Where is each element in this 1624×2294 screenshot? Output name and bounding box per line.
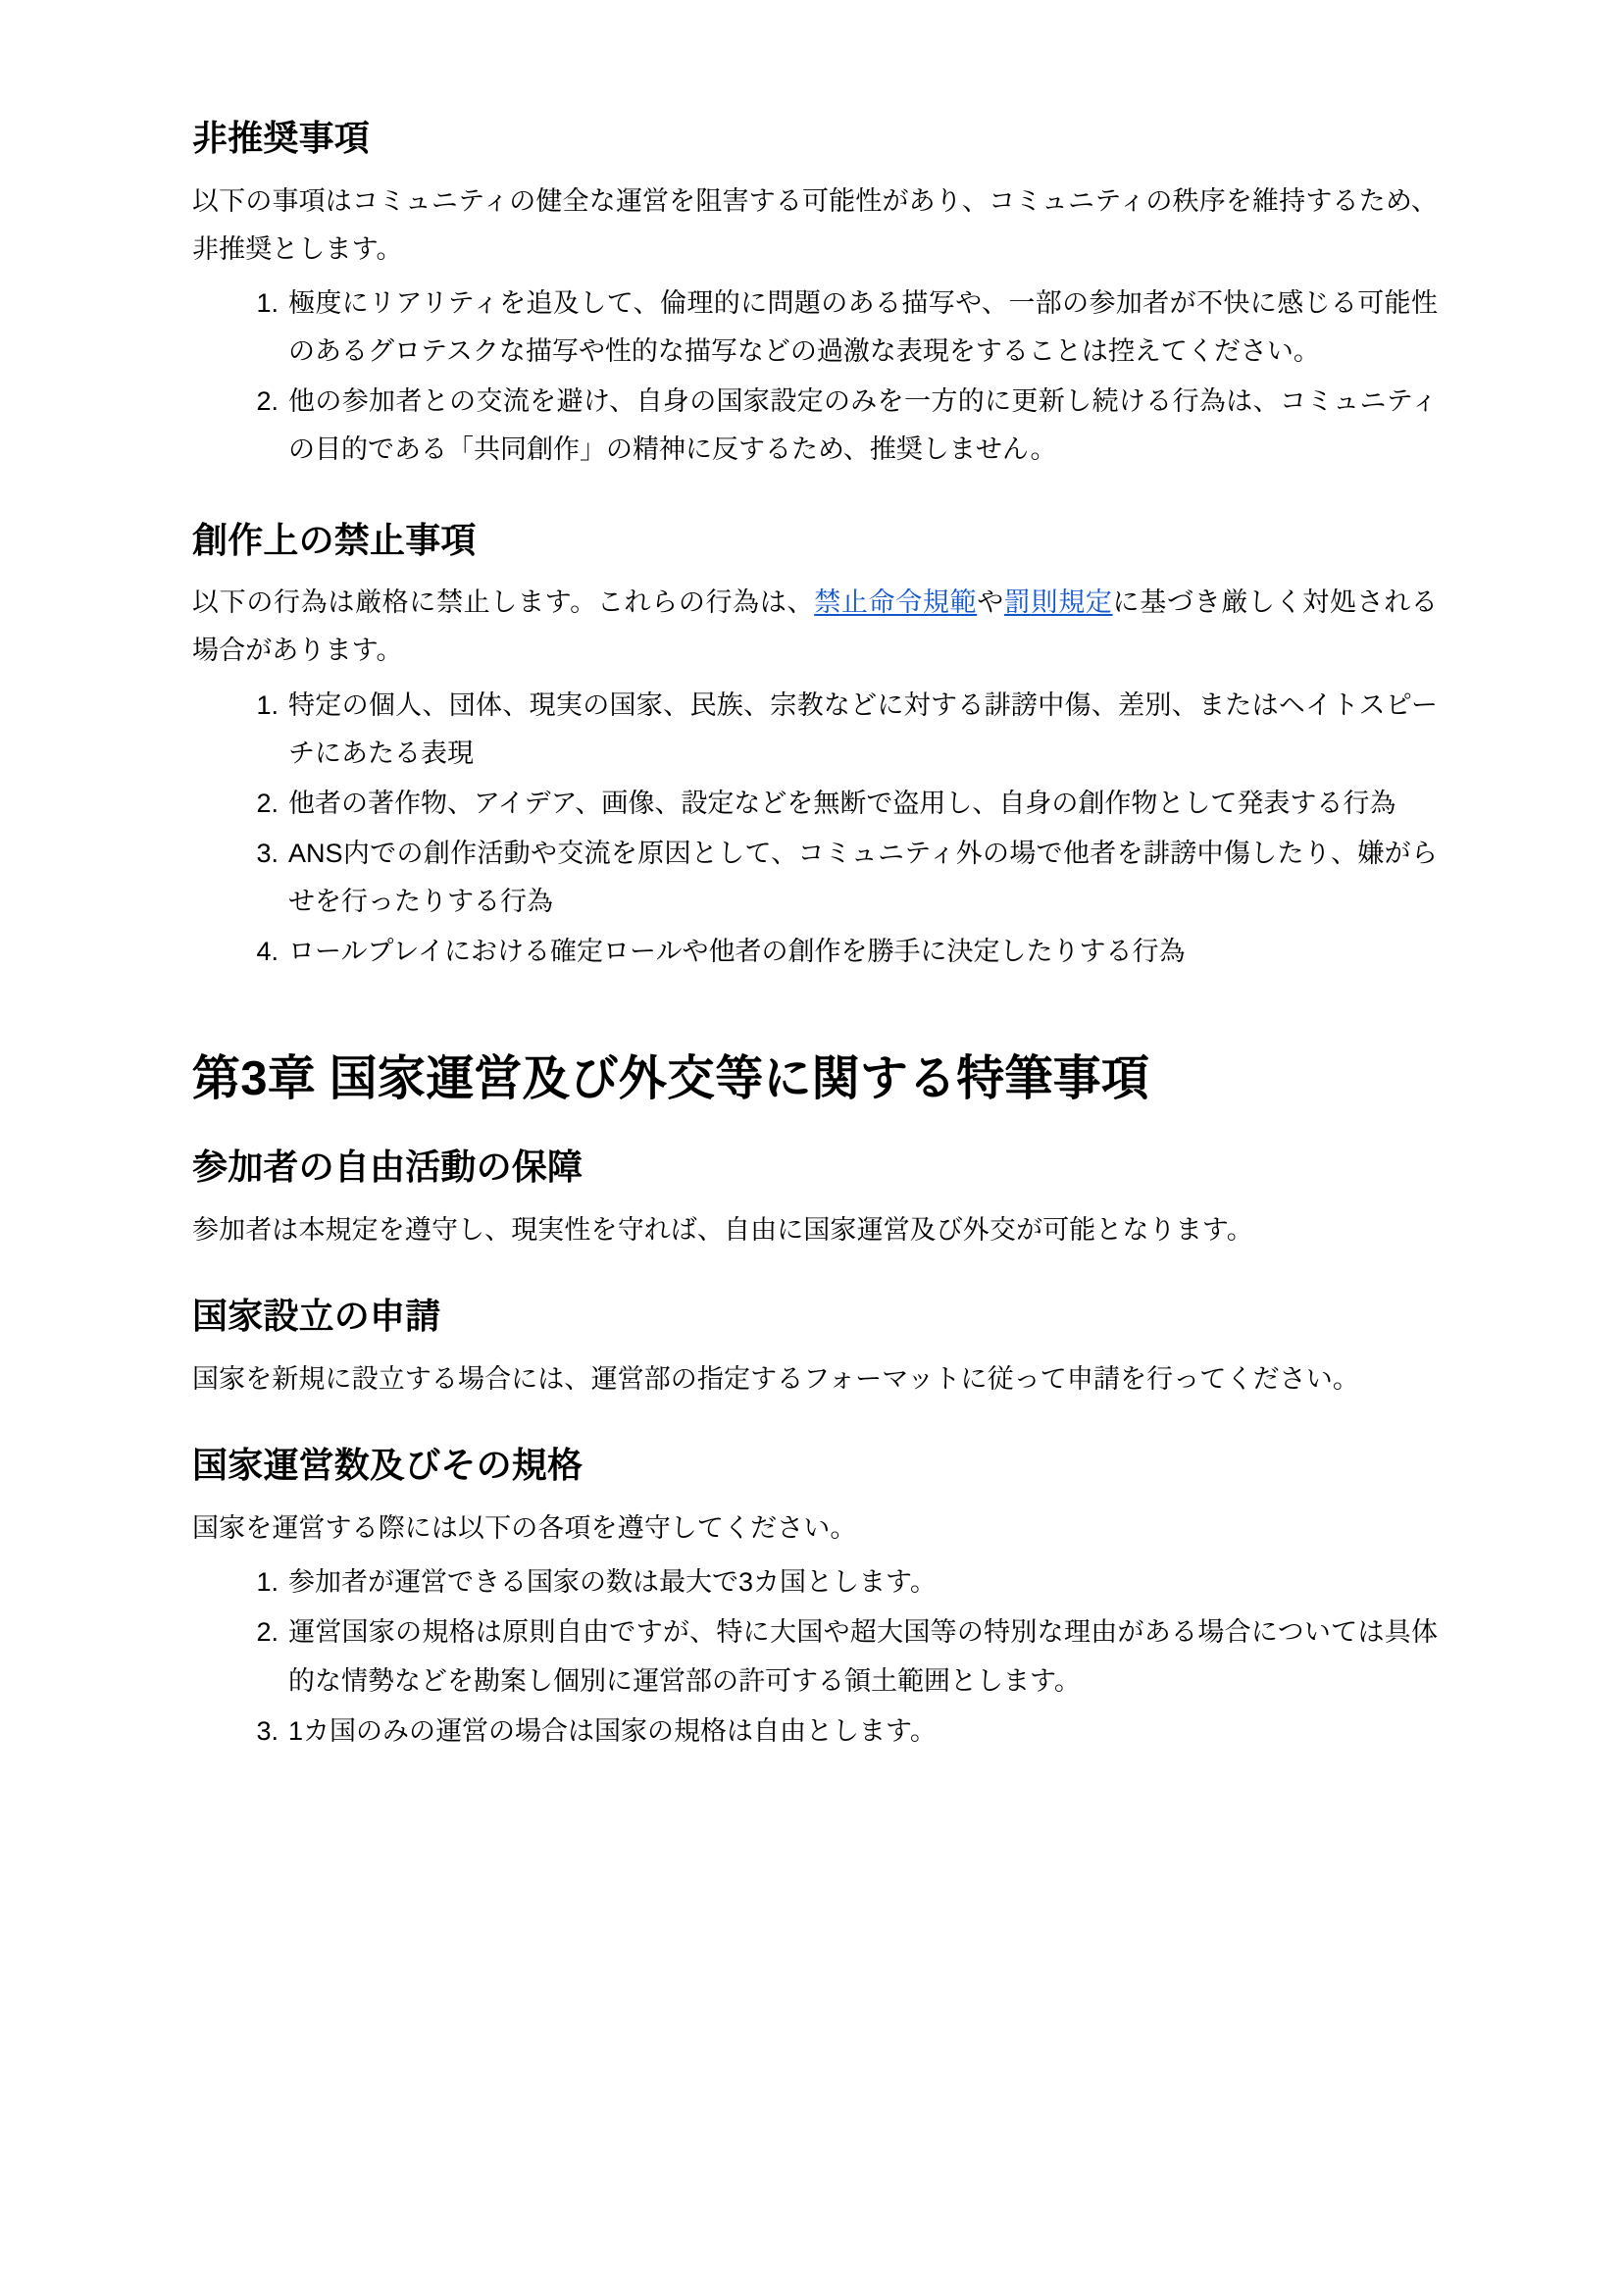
paragraph-text-before-link: 以下の行為は厳格に禁止します。これらの行為は、 — [192, 587, 815, 618]
list-item: 運営国家の規格は原則自由ですが、特に大国や超大国等の特別な理由がある場合については具体的な情勢などを勘案し個別に運営部の許可する領土範囲とします。 — [288, 1617, 1438, 1696]
section-heading-state-establishment-application: 国家設立の申請 — [192, 1296, 441, 1337]
section-paragraph-state-count-and-scale: 国家を運営する際には以下の各項を遵守してください。 — [192, 1513, 857, 1544]
section-heading-freedom-guarantee: 参加者の自由活動の保障 — [192, 1147, 584, 1188]
section-heading-state-count-and-scale: 国家運営数及びその規格 — [192, 1445, 584, 1486]
section-heading-creative-prohibitions: 創作上の禁止事項 — [192, 519, 477, 560]
section-paragraph-non-recommended: 以下の事項はコミュニティの健全な運営を阻害する可能性があり、コミュニティの秩序を維持するため、非推奨とします。 — [192, 185, 1438, 264]
list-item: 他者の著作物、アイデア、画像、設定などを無断で盗用し、自身の創作物として発表する行為 — [288, 788, 1396, 818]
section-non-recommended — [192, 116, 1438, 475]
chapter-title: 第3章 国家運営及び外交等に関する特筆事項 — [192, 1052, 1150, 1106]
list-item: 1カ国のみの運営の場合は国家の規格は自由とします。 — [288, 1715, 937, 1746]
list-item: 参加者が運営できる国家の数は最大で3カ国とします。 — [288, 1567, 937, 1598]
section-state-count-and-scale — [192, 1443, 1438, 1755]
document-body — [192, 116, 1438, 1756]
section-state-establishment-application — [192, 1294, 1438, 1403]
list-item: 極度にリアリティを追及して、倫理的に問題のある描写や、一部の参加者が不快に感じる可能性のあるグロテスクな描写や性的な描写などの過激な表現をすることは控えてください。 — [288, 288, 1438, 367]
list-item: 他の参加者との交流を避け、自身の国家設定のみを一方的に更新し続ける行為は、コミュニティの目的である「共同創作」の精神に反するため、推奨しません。 — [288, 386, 1438, 465]
list-item: ロールプレイにおける確定ロールや他者の創作を勝手に決定したりする行為 — [288, 937, 1186, 967]
section-creative-prohibitions — [192, 518, 1438, 977]
link-prohibition-order-norms[interactable]: 禁止命令規範 — [814, 587, 978, 618]
list-creative-prohibitions — [192, 682, 1438, 977]
section-freedom-guarantee — [192, 1145, 1438, 1254]
list-state-count-and-scale — [192, 1558, 1438, 1756]
section-paragraph-creative-prohibitions — [192, 579, 1438, 675]
list-non-recommended — [192, 280, 1438, 475]
link-penalty-provisions[interactable]: 罰則規定 — [1003, 587, 1113, 618]
paragraph-text-between-links: や — [977, 587, 1004, 618]
paragraph-text-after-link: に基づき厳しく対処される場合があります。 — [192, 587, 1439, 666]
list-item: 特定の個人、団体、現実の国家、民族、宗教などに対する誹謗中傷、差別、またはヘイトスピーチにあたる表現 — [288, 689, 1438, 768]
list-item: ANS内での創作活動や交流を原因として、コミュニティ外の場で他者を誹謗中傷したり、嫌がらせを行ったりする行為 — [288, 838, 1438, 917]
section-heading-non-recommended: 非推奨事項 — [192, 118, 371, 158]
section-paragraph-freedom-guarantee: 参加者は本規定を遵守し、現実性を守れば、自由に国家運営及び外交が可能となります。 — [192, 1215, 1253, 1246]
section-paragraph-state-establishment-application: 国家を新規に設立する場合には、運営部の指定するフォーマットに従って申請を行ってください。 — [192, 1364, 1359, 1395]
